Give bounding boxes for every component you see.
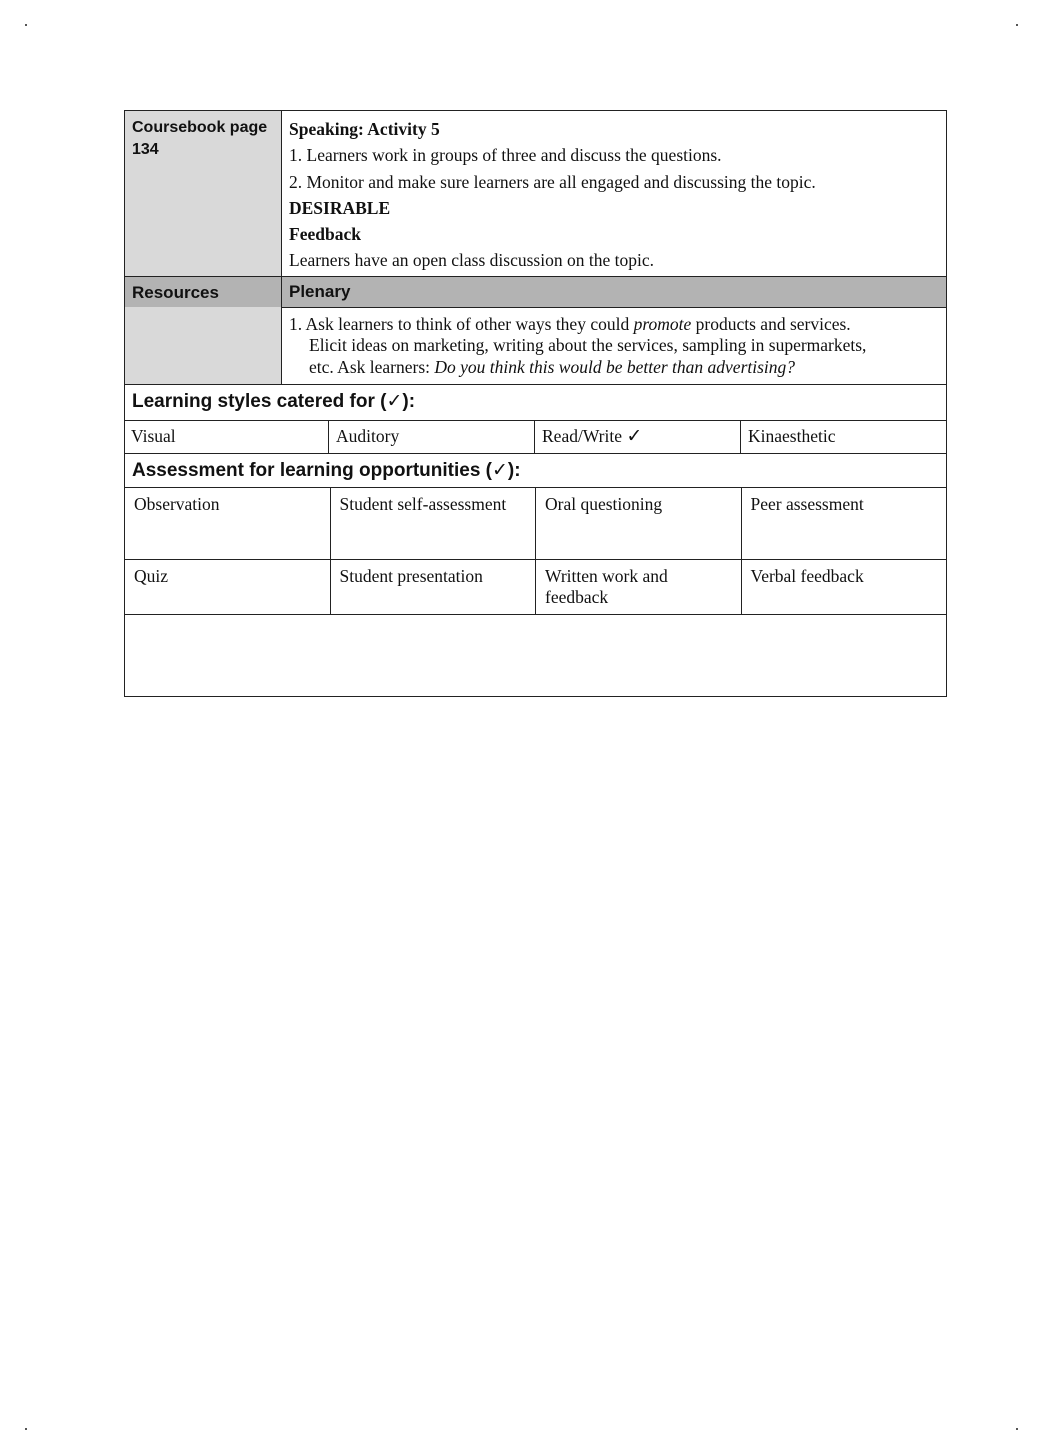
assessment-option: Verbal feedback	[741, 560, 947, 614]
plenary-body	[282, 307, 946, 385]
assessment-section	[125, 453, 946, 614]
assessment-option: Student presentation	[330, 560, 536, 614]
style-option-read-write	[534, 421, 740, 453]
activity-step: 2. Monitor and make sure learners are all engaged and discussing the topic.	[289, 171, 816, 192]
coursebook-reference: Coursebook page 134	[125, 111, 282, 276]
style-label: Kinaesthetic	[748, 426, 836, 447]
activity-row	[125, 111, 946, 276]
plenary-tail: products and services.	[691, 313, 851, 334]
desirable-label: DESIRABLE	[289, 197, 391, 218]
assessment-option: Peer assessment	[741, 488, 947, 559]
assessment-option: Observation	[134, 494, 220, 515]
assessment-option: Quiz	[134, 566, 169, 587]
activity-step: 1. Learners work in groups of three and discuss the questions.	[289, 145, 722, 166]
resources-cell	[125, 277, 282, 385]
style-option-visual	[125, 421, 328, 453]
plenary-heading: Plenary	[282, 277, 946, 307]
lesson-plan-table	[124, 110, 947, 697]
plenary-line: Elicit ideas on marketing, writing about the services, sampling in supermarkets,	[309, 335, 867, 356]
plenary-row	[125, 276, 946, 385]
plenary-content	[282, 277, 946, 385]
plenary-question: Do you think this would be better than advertising?	[434, 356, 796, 377]
corner-mark-bottom-right	[1016, 1428, 1018, 1430]
feedback-label: Feedback	[289, 224, 361, 245]
learning-styles-heading: Learning styles catered for (✓):	[132, 391, 416, 413]
notes-area	[125, 614, 946, 696]
corner-mark-bottom-left	[25, 1428, 27, 1430]
plenary-lead: 1. Ask learners to think of other ways they could	[289, 313, 634, 334]
assessment-heading: Assessment for learning opportunities (✓):	[132, 460, 521, 482]
plenary-emphasis: promote	[633, 313, 692, 334]
corner-mark-top-left	[25, 24, 27, 26]
style-label: Read/Write	[542, 426, 622, 447]
style-option-kinaesthetic	[740, 421, 946, 453]
checkmark-icon: ✓	[626, 425, 643, 448]
assessment-option: Oral questioning	[535, 488, 741, 559]
feedback-text: Learners have an open class discussion on the topic.	[289, 250, 654, 271]
plenary-question-lead: etc. Ask learners:	[309, 356, 435, 377]
plenary-line	[289, 357, 939, 379]
activity-content	[282, 111, 946, 276]
activity-title: Speaking: Activity 5	[289, 119, 440, 139]
corner-mark-top-right	[1016, 24, 1018, 26]
plenary-line	[289, 314, 939, 336]
learning-styles-section	[125, 384, 946, 453]
assessment-option: Student self-assessment	[330, 488, 536, 559]
style-option-auditory	[328, 421, 534, 453]
style-label: Visual	[131, 426, 176, 447]
assessment-row	[125, 487, 946, 559]
assessment-row	[125, 559, 946, 614]
style-label: Auditory	[336, 426, 400, 447]
learning-styles-options	[125, 420, 946, 453]
assessment-option: Written work and feedback	[535, 560, 741, 614]
resources-label: Resources	[125, 277, 281, 307]
